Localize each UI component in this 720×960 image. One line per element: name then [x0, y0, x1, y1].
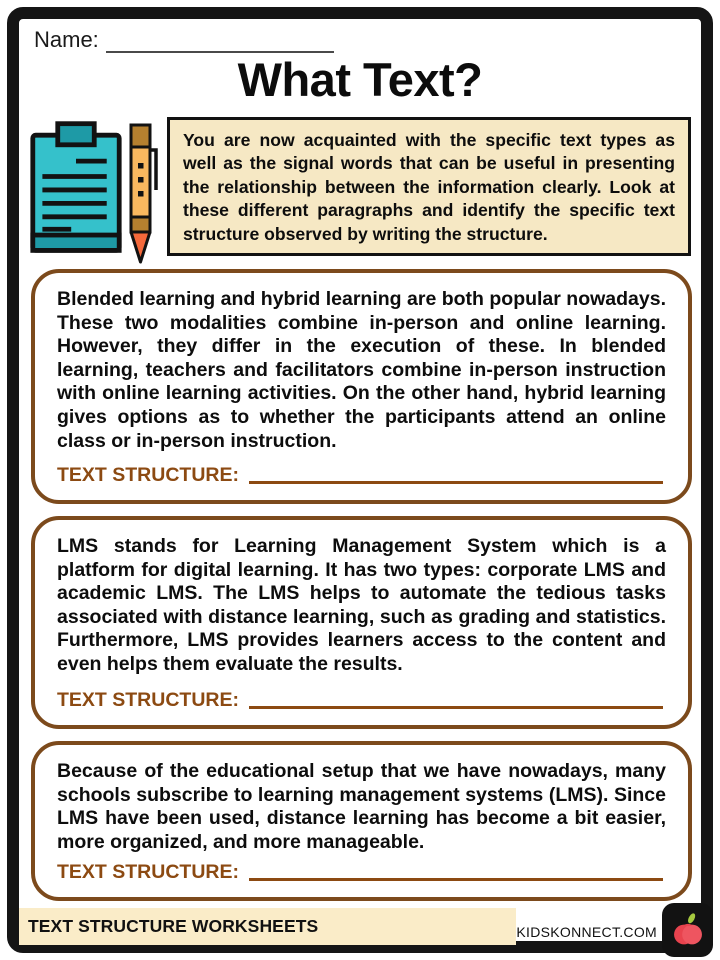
footer-series-bar	[19, 908, 516, 945]
answer-blank-line[interactable]	[249, 878, 663, 881]
name-blank-line[interactable]	[106, 31, 334, 53]
name-label: Name:	[34, 27, 99, 52]
text-structure-label: TEXT STRUCTURE:	[57, 861, 239, 883]
paragraph-text: Blended learning and hybrid learning are both popular nowadays. These two modalities combine in-person and online learning. However, they differ in the execution of these. In blended learning, teachers and facilitators combine in-person instruction with online learning activities. On the other hand, hybrid learning gives options as to whether the participants attend an online class or in-person instruction.	[57, 288, 666, 452]
text-structure-row	[57, 861, 663, 884]
paragraph-text: LMS stands for Learning Management System which is a platform for digital learning. It has two types: corporate LMS and academic LMS. The LMS helps to automate the tedious tasks associated with distance learning, such as grading and statistics. Furthermore, LMS provides learners access to the content and even helps them evaluate the results.	[57, 535, 666, 675]
pencil-icon	[127, 122, 161, 266]
instruction-text: You are now acquainted with the specific text types as well as the signal words that can be useful in presenting the relationship between the information clearly. Look at these different paragraphs and identify the specific text structure observed by writing the structure.	[183, 130, 675, 244]
page-title: What Text?	[237, 53, 483, 106]
text-structure-row	[57, 464, 663, 487]
apple-logo-box	[662, 903, 713, 957]
text-structure-label: TEXT STRUCTURE:	[57, 464, 239, 486]
paragraph-box-2	[31, 516, 692, 729]
text-structure-row	[57, 689, 663, 712]
answer-blank-line[interactable]	[249, 706, 663, 709]
paragraph-box-3	[31, 741, 692, 901]
apple-logo-icon	[670, 910, 706, 950]
paragraph-box-1	[31, 269, 692, 504]
footer-series-title: TEXT STRUCTURE WORKSHEETS	[28, 916, 319, 936]
footer-site-label: KIDSKONNECT.COM	[516, 924, 657, 940]
text-structure-label: TEXT STRUCTURE:	[57, 689, 239, 711]
answer-blank-line[interactable]	[249, 481, 663, 484]
paragraph-text: Because of the educational setup that we have nowadays, many schools subscribe to learning management systems (LMS). Since LMS have been used, distance learning has become a bit easier, more organized, and more manageable.	[57, 760, 666, 853]
instruction-box	[167, 117, 691, 256]
name-row	[34, 27, 334, 53]
clipboard-icon	[28, 120, 124, 256]
